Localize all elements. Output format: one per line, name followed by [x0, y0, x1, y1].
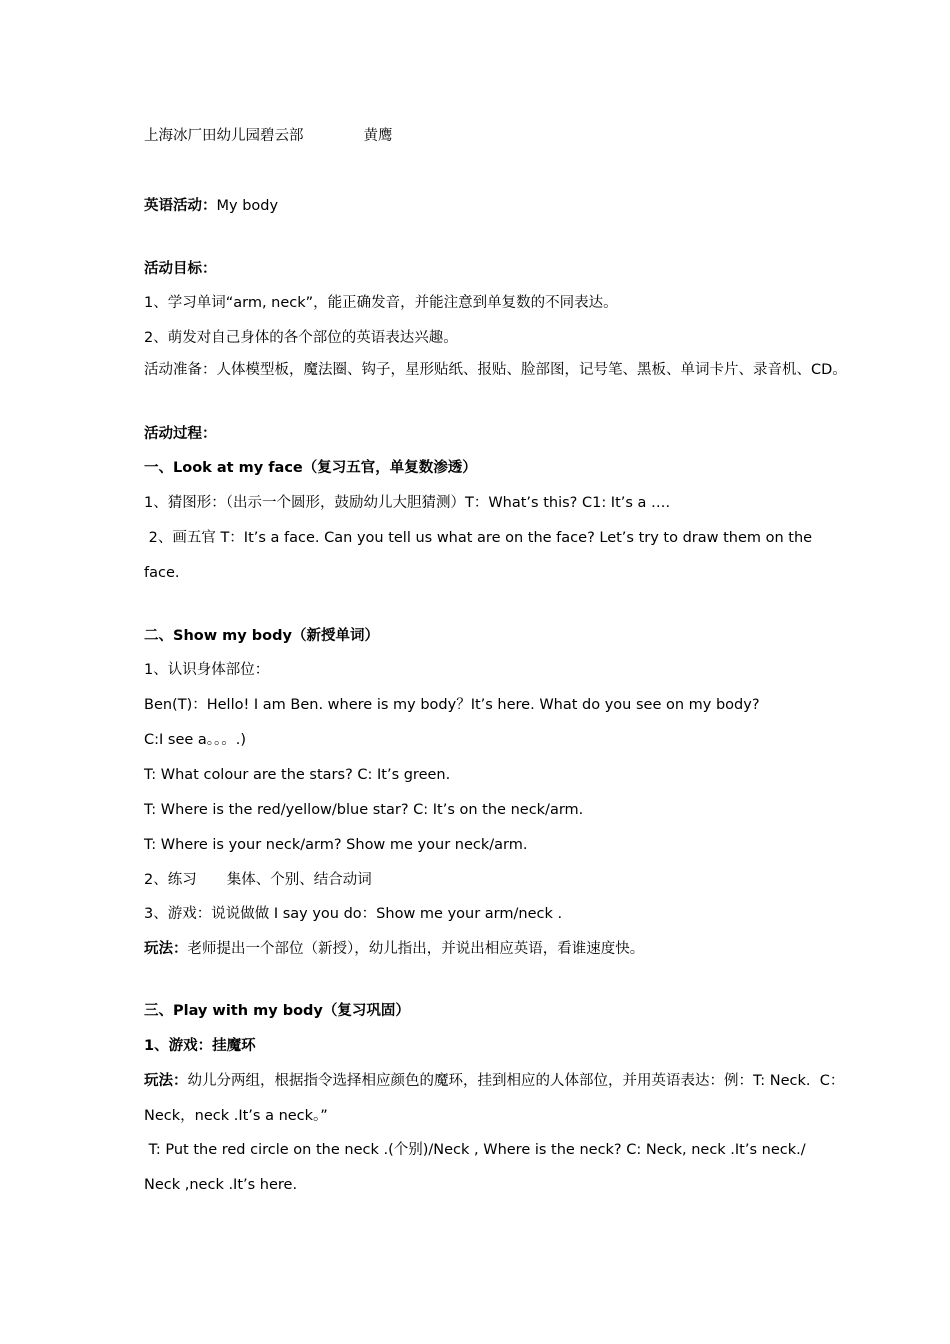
part2-line-3: C:I see a。。。.)	[144, 732, 247, 748]
part2-line-7: 2、练习 集体、个别、结合动词	[144, 872, 372, 888]
part1-line-3: face.	[144, 565, 180, 581]
header-line	[144, 126, 393, 146]
part3-line-3: T: Put the red circle on the neck .(个别)/Neck , Where is the neck? C: Neck, neck .It’s neck./	[144, 1142, 806, 1158]
part2-rule: 玩法：老师提出一个部位（新授），幼儿指出，并说出相应英语，看谁速度快。	[144, 941, 645, 957]
preparation-text: 活动准备：人体模型板，魔法圈、钩子，星形贴纸、报贴、脸部图，记号笔、黑板、单词卡片、录音机、CD。	[144, 362, 847, 378]
part3-title-en: Play with my body	[173, 1003, 323, 1019]
school-name: 上海冰厂田幼儿园碧云部	[144, 128, 304, 144]
part2-line-4: T: What colour are the stars? C: It’s green.	[144, 767, 451, 783]
part3-line-4: Neck ,neck .It’s here.	[144, 1177, 298, 1193]
part2-rule-label: 玩法：	[144, 941, 188, 957]
part2-line-8: 3、游戏：说说做做 I say you do：Show me your arm/neck .	[144, 906, 563, 922]
teacher-name: 黄鹰	[363, 128, 393, 144]
part3-rule-label: 玩法：	[144, 1073, 188, 1089]
part3-rule: 玩法：幼儿分两组，根据指令选择相应颜色的魔环，挂到相应的人体部位，并用英语表达：例：T: Neck. C：	[144, 1073, 845, 1089]
part1-title: 一、Look at my face（复习五官，单复数渗透）	[144, 460, 477, 476]
part3-title-note: （复习巩固）	[322, 1003, 410, 1019]
activity-title	[144, 196, 278, 216]
activity-label: 英语活动：	[144, 198, 217, 214]
part1-line-1: 1、猜图形：（出示一个圆形，鼓励幼儿大胆猜测）T：What’s this? C1: It’s a ….	[144, 495, 671, 511]
part2-title-note: （新授单词）	[291, 628, 379, 644]
part1-title-note: （复习五官，单复数渗透）	[302, 460, 477, 476]
goal-item-1: 1、学习单词“arm, neck”，能正确发音，并能注意到单复数的不同表达。	[144, 295, 618, 311]
part3-game: 1、游戏：挂魔环	[144, 1038, 256, 1054]
part1-line-2: 2、画五官 T：It’s a face. Can you tell us what are on the face? Let’s try to draw them on the	[144, 530, 813, 546]
part2-title: 二、Show my body（新授单词）	[144, 628, 379, 644]
activity-name: My body	[216, 198, 279, 214]
goal-item-2: 2、萌发对自己身体的各个部位的英语表达兴趣。	[144, 330, 458, 346]
part1-title-en: Look at my face	[173, 460, 303, 476]
part2-line-6: T: Where is your neck/arm? Show me your neck/arm.	[144, 837, 528, 853]
part2-line-2: Ben(T)：Hello! I am Ben. where is my body？It’s here. What do you see on my body?	[144, 697, 760, 713]
part3-title: 三、Play with my body（复习巩固）	[144, 1003, 410, 1019]
process-heading: 活动过程：	[144, 426, 217, 442]
goals-heading: 活动目标：	[144, 261, 217, 277]
part3-line-2: Neck，neck .It’s a neck。”	[144, 1108, 328, 1124]
part2-line-1: 1、认识身体部位：	[144, 662, 270, 678]
part2-title-en: Show my body	[173, 628, 292, 644]
part2-line-5: T: Where is the red/yellow/blue star? C: It’s on the neck/arm.	[144, 802, 584, 818]
